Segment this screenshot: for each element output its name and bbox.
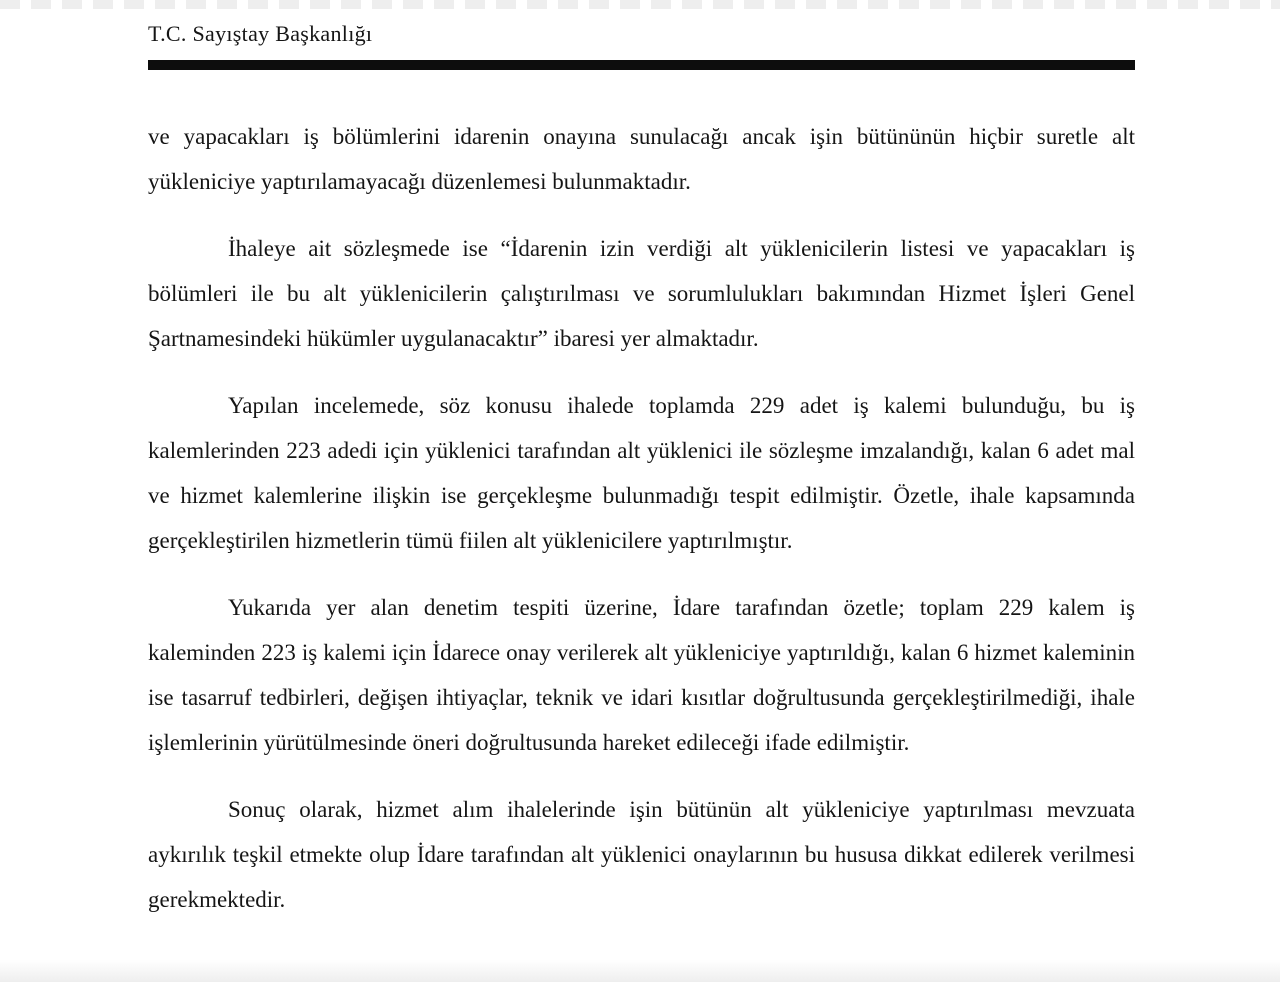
body-paragraph: Yapılan incelemede, söz konusu ihalede toplamda 229 adet iş kalemi bulunduğu, bu iş kalemlerinden 223 adedi için yüklenici tarafından alt yüklenici ile sözleşme imzalandığı, kalan 6 adet mal ve hizmet kalemlerine ilişkin ise gerçekleşme bulunmadığı tespit edilmiştir. Özetle, ihale kapsamında gerçekleştirilen hizmetlerin tümü fiilen alt yüklenicilere yaptırılmıştır. [148,393,1135,553]
body-paragraph: ve yapacakları iş bölümlerini idarenin onayına sunulacağı ancak işin bütününün hiçbir suretle alt yükleniciye yaptırılamayacağı düzenlemesi bulunmaktadır. [148,124,1135,194]
document-header-title: T.C. Sayıştay Başkanlığı [148,21,373,46]
document-body [148,114,1135,922]
scan-artifact-bottom [0,960,1280,982]
body-paragraph: Sonuç olarak, hizmet alım ihalelerinde işin bütünün alt yükleniciye yaptırılması mevzuata aykırılık teşkil etmekte olup İdare tarafından alt yüklenici onaylarının bu hususa dikkat edilerek verilmesi gerekmektedir. [148,797,1135,912]
header-double-rule [148,60,1135,70]
body-paragraph: Yukarıda yer alan denetim tespiti üzerine, İdare tarafından özetle; toplam 229 kalem iş kaleminden 223 iş kalemi için İdarece onay verilerek alt yükleniciye yaptırıldığı, kalan 6 hizmet kaleminin ise tasarruf tedbirleri, değişen ihtiyaçlar, teknik ve idari kısıtlar doğrultusunda gerçekleştirilmediği, ihale işlemlerinin yürütülmesinde öneri doğrultusunda hareket edileceği ifade edilmiştir. [148,595,1135,755]
body-paragraph: İhaleye ait sözleşmede ise “İdarenin izin verdiği alt yüklenicilerin listesi ve yapacakları iş bölümleri ile bu alt yüklenicilerin çalıştırılması ve sorumlulukları bakımından Hizmet İşleri Genel Şartnamesindeki hükümler uygulanacaktır” ibaresi yer almaktadır. [148,236,1135,351]
